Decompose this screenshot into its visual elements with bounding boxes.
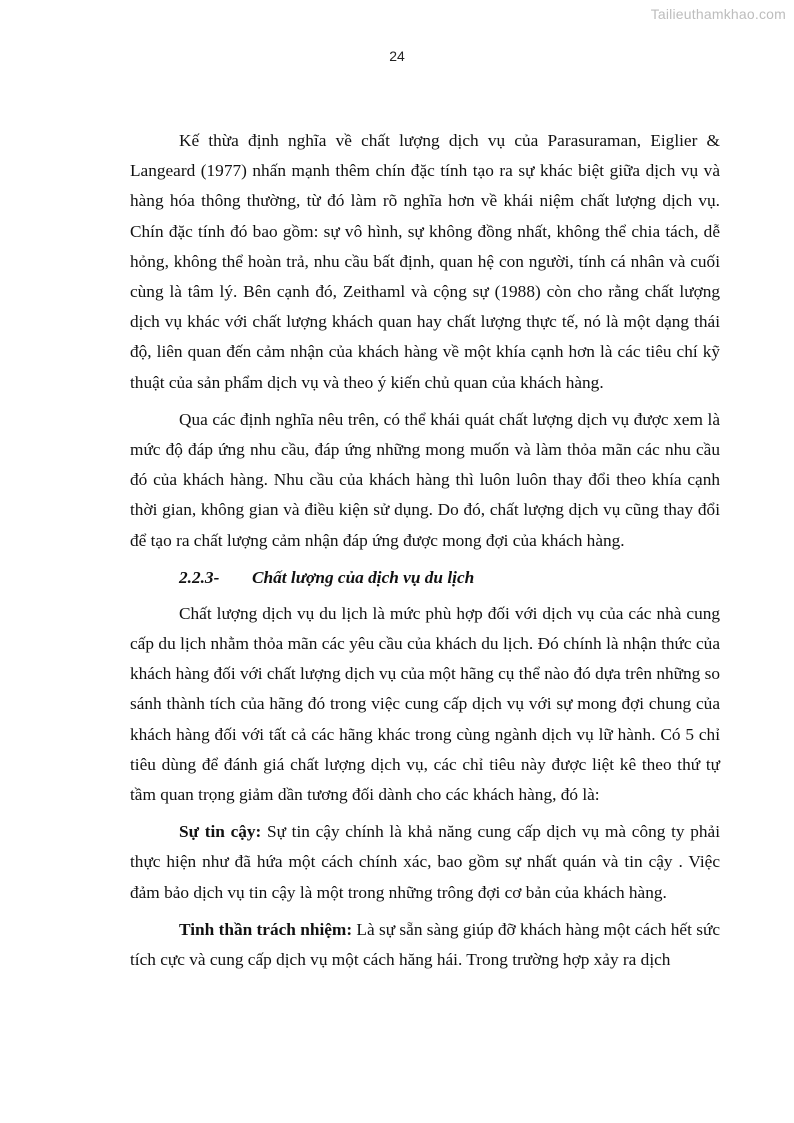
responsiveness-text: Là sự sẵn sàng giúp đỡ khách hàng một cách hết sức tích cực và cung cấp dịch vụ một cách hăng hái. Trong trường hợp xảy ra dịch bbox=[130, 919, 720, 970]
section-number: 2.2.3- bbox=[179, 567, 220, 587]
paragraph-tourism-service-quality: Chất lượng dịch vụ du lịch là mức phù hợp đối với dịch vụ của các nhà cung cấp du lịch nhằm thỏa mãn các yêu cầu của khách du lịch. Đó chính là nhận thức của khách hàng đối với chất lượng dịch vụ của một hãng cụ thể nào đó dựa trên những so sánh thành tích của hãng đó trong việc cung cấp dịch vụ với sự mong đợi chung của khách hàng đối với tất cả các hãng khác trong cùng ngành dịch vụ lữ hành. Có 5 chỉ tiêu dùng để đánh giá chất lượng dịch vụ, các chỉ tiêu này được liệt kê theo thứ tự tầm quan trọng giảm dần tương đối dành cho các khách hàng, đó là: bbox=[130, 603, 720, 805]
paragraph-summary: Qua các định nghĩa nêu trên, có thể khái quát chất lượng dịch vụ được xem là mức độ đáp ứng nhu cầu, đáp ứng những mong muốn và làm thỏa mãn các nhu cầu đó của khách hàng. Nhu cầu của khách hàng thì luôn luôn thay đổi theo khía cạnh thời gian, không gian và điều kiện sử dụng. Do đó, chất lượng dịch vụ cũng thay đổi để tạo ra chất lượng cảm nhận đáp ứng được mong đợi của khách hàng. bbox=[130, 409, 720, 550]
term-reliability: Sự tin cậy: bbox=[179, 822, 262, 842]
reliability-text: Sự tin cậy chính là khả năng cung cấp dịch vụ mà công ty phải thực hiện như đã hứa một cách chính xác, bao gồm sự nhất quán và tin cậy . Việc đảm bảo dịch vụ tin cậy là một trong những trông đợi cơ bản của khách hàng. bbox=[130, 822, 721, 902]
paragraph-responsiveness bbox=[130, 915, 720, 975]
section-heading bbox=[130, 563, 720, 593]
paragraph-service-quality-definition: Kế thừa định nghĩa về chất lượng dịch vụ của Parasuraman, Eiglier & Langeard (1977) nhấn mạnh thêm chín đặc tính tạo ra sự khác biệt giữa dịch vụ và hàng hóa thông thường, từ đó làm rõ nghĩa hơn về khái niệm chất lượng dịch vụ. Chín đặc tính đó bao gồm: sự vô hình, sự không đồng nhất, không thể chia tách, dễ hỏng, không thể hoàn trả, nhu cầu bất định, quan hệ con người, tính cá nhân và cuối cùng là tâm lý. Bên cạnh đó, Zeithaml và cộng sự (1988) còn cho rằng chất lượng dịch vụ khác với chất lượng khách quan hay chất lượng thực tế, nó là một dạng thái độ, liên quan đến cảm nhận của khách hàng về một khía cạnh hơn là các tiêu chí kỹ thuật của sản phẩm dịch vụ và theo ý kiến chủ quan của khách hàng. bbox=[130, 131, 720, 392]
watermark: Tailieuthamkhao.com bbox=[650, 6, 786, 22]
paragraph-reliability bbox=[130, 817, 720, 908]
term-responsiveness: Tinh thần trách nhiệm: bbox=[179, 919, 353, 939]
section-title: Chất lượng của dịch vụ du lịch bbox=[252, 567, 475, 587]
page-number: 24 bbox=[389, 48, 405, 64]
document-body bbox=[130, 126, 720, 982]
